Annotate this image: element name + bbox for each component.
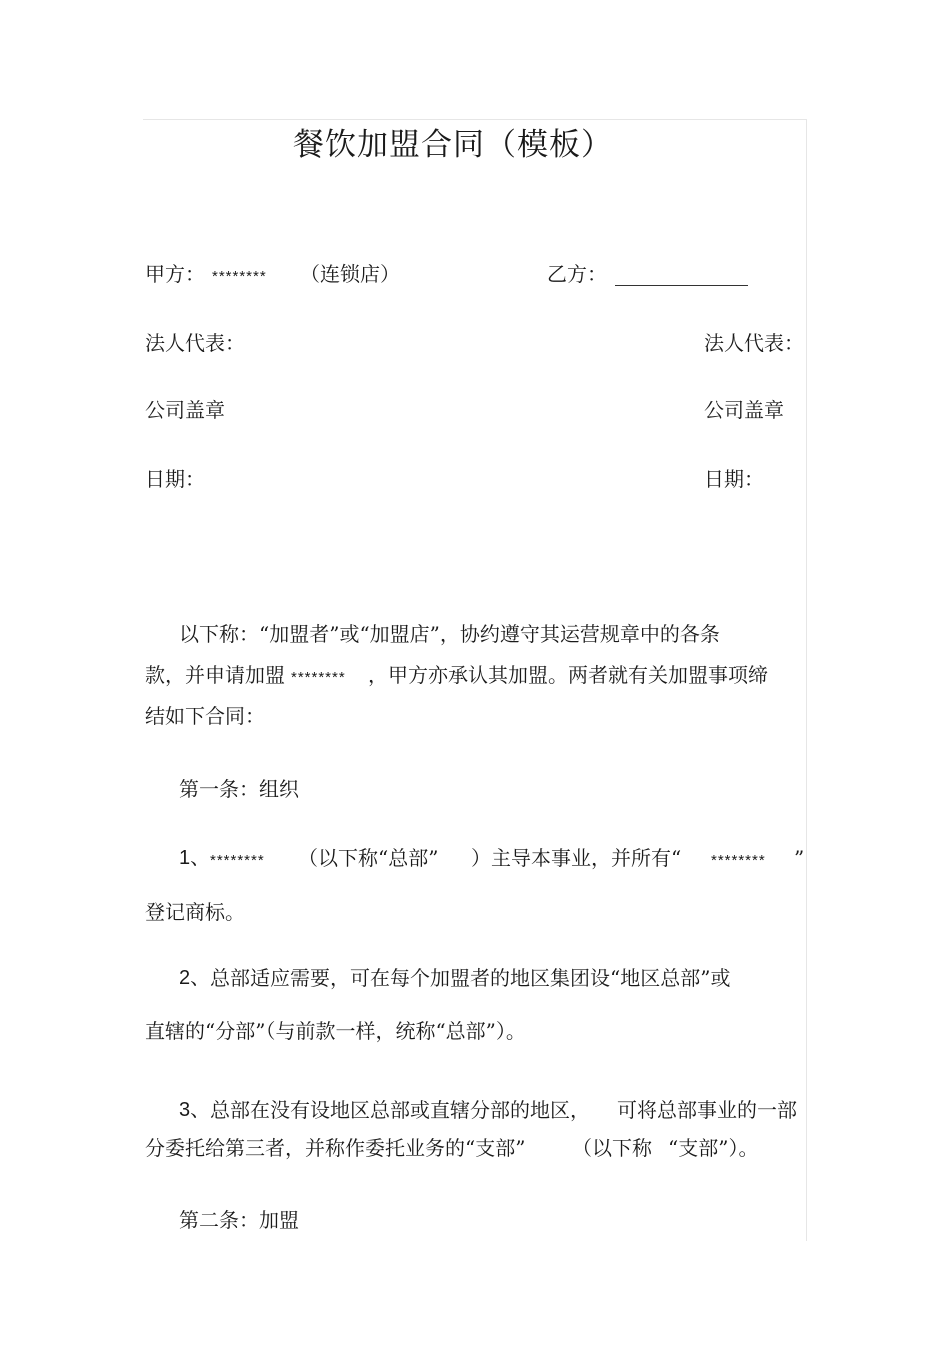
clause-3-line-1b: 可将总部事业的一部 [617, 1098, 797, 1122]
party-b-label: 乙方： [547, 262, 607, 286]
party-b-date: 日期： [704, 467, 764, 491]
intro-line-3: 结如下合同： [145, 704, 265, 728]
clause-2-line-2: 直辖的“分部”（与前款一样，统称“总部”）。 [145, 1019, 526, 1043]
clause-1-stars-1: ******** [210, 852, 265, 869]
party-b-blank-line [615, 285, 748, 286]
clause-1-text-3: ” [794, 846, 805, 870]
clause-3-line-2b: （以下称 [572, 1136, 652, 1160]
clause-1-text-1: （以下称“总部” [298, 846, 439, 870]
party-b-seal: 公司盖章 [704, 398, 784, 422]
page-border-top [143, 119, 806, 120]
document-title: 餐饮加盟合同（模板） [293, 127, 613, 163]
clause-1-line-2: 登记商标。 [145, 900, 245, 924]
intro-line-2a: 款，并申请加盟 [145, 663, 285, 687]
party-a-name: ******** [212, 268, 267, 285]
party-a-legal-rep: 法人代表： [145, 331, 245, 355]
clause-1-number: 1、 [179, 847, 211, 869]
clause-1-text-2: ）主导本事业，并所有“ [471, 846, 682, 870]
party-a-suffix: （连锁店） [300, 262, 400, 286]
clause-3-line-1a: 总部在没有设地区总部或直辖分部的地区， [210, 1098, 590, 1122]
clause-3-line-2c: “支部”）。 [668, 1136, 759, 1160]
clause-2-number: 2、 [179, 967, 211, 989]
clause-2-line-1: 总部适应需要，可在每个加盟者的地区集团设“地区总部”或 [210, 966, 731, 990]
page-border-right [806, 119, 807, 1241]
clause-1-stars-2: ******** [711, 852, 766, 869]
party-a-label: 甲方： [145, 262, 205, 286]
party-a-seal: 公司盖章 [145, 398, 225, 422]
party-b-legal-rep: 法人代表： [704, 331, 804, 355]
intro-line-1: 以下称：“加盟者”或“加盟店”，协约遵守其运营规章中的各条 [179, 622, 720, 646]
intro-line-2b: ，甲方亦承认其加盟。两者就有关加盟事项缔 [368, 663, 768, 687]
party-a-date: 日期： [145, 467, 205, 491]
article-2-heading: 第二条：加盟 [179, 1208, 299, 1232]
clause-3-number: 3、 [179, 1099, 211, 1121]
clause-3-line-2a: 分委托给第三者，并称作委托业务的“支部” [145, 1136, 526, 1160]
article-1-heading: 第一条：组织 [179, 777, 299, 801]
intro-line-2-stars: ******** [291, 669, 346, 686]
